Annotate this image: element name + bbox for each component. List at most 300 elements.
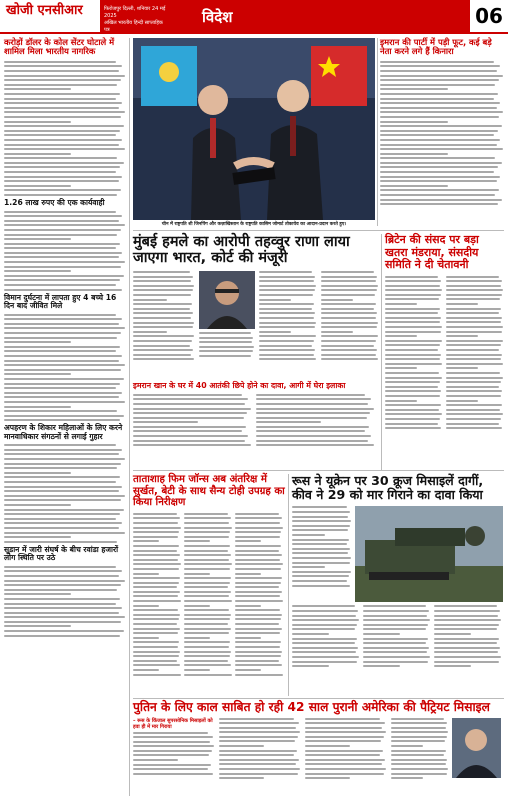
text-line bbox=[235, 664, 282, 666]
text-line bbox=[133, 349, 193, 351]
text-line bbox=[292, 566, 325, 568]
text-line bbox=[292, 516, 348, 518]
text-line bbox=[235, 563, 283, 565]
text-line bbox=[446, 321, 501, 323]
text-line bbox=[199, 346, 254, 348]
russia-col4 bbox=[434, 605, 502, 669]
text-line bbox=[259, 285, 316, 287]
text-line bbox=[235, 641, 281, 643]
text-line bbox=[235, 651, 282, 653]
text-line bbox=[4, 378, 124, 380]
text-line bbox=[292, 575, 349, 577]
text-line bbox=[259, 280, 314, 282]
text-line bbox=[4, 476, 120, 478]
space-col1 bbox=[133, 513, 181, 678]
text-line bbox=[184, 623, 228, 625]
text-line bbox=[292, 543, 347, 545]
imran-party-body bbox=[380, 61, 504, 205]
text-line bbox=[133, 773, 213, 775]
story5-body bbox=[4, 566, 126, 637]
text-line bbox=[133, 628, 180, 630]
text-line bbox=[4, 238, 71, 240]
text-line bbox=[4, 341, 71, 343]
text-line bbox=[184, 573, 210, 575]
russia-col2 bbox=[292, 605, 360, 669]
text-line bbox=[235, 517, 282, 519]
text-line bbox=[4, 635, 120, 637]
patriot-col2 bbox=[219, 718, 301, 782]
text-line bbox=[133, 741, 210, 743]
text-line bbox=[133, 660, 177, 662]
text-line bbox=[4, 121, 71, 123]
text-line bbox=[385, 321, 440, 323]
text-line bbox=[385, 363, 442, 365]
text-line bbox=[4, 323, 119, 325]
text-line bbox=[385, 409, 439, 411]
text-line bbox=[321, 303, 376, 305]
text-line bbox=[380, 180, 497, 182]
text-line bbox=[446, 285, 501, 287]
leaders-photo-illustration bbox=[133, 38, 375, 220]
text-line bbox=[380, 93, 498, 95]
text-line bbox=[133, 651, 180, 653]
text-line bbox=[380, 203, 498, 205]
text-line bbox=[380, 65, 500, 67]
date-line: फिरोजपुर दिल्ली, शनिवार 24 मई 2025 bbox=[104, 6, 166, 19]
text-line bbox=[292, 610, 358, 612]
text-line bbox=[259, 322, 316, 324]
text-line bbox=[292, 651, 356, 653]
right-top-story bbox=[380, 38, 504, 226]
text-line bbox=[259, 308, 312, 310]
text-line bbox=[256, 430, 365, 432]
text-line bbox=[385, 418, 440, 420]
text-line bbox=[235, 540, 261, 542]
story3-body bbox=[4, 314, 126, 422]
text-line bbox=[184, 531, 230, 533]
text-line bbox=[184, 618, 230, 620]
text-line bbox=[4, 490, 119, 492]
text-line bbox=[292, 548, 350, 550]
uk-col1 bbox=[385, 276, 443, 432]
text-line bbox=[305, 768, 386, 770]
text-line bbox=[184, 591, 231, 593]
text-line bbox=[133, 554, 180, 556]
column-divider bbox=[381, 234, 382, 470]
left-column bbox=[4, 38, 126, 796]
main-story-col2b bbox=[199, 332, 255, 357]
text-line bbox=[321, 340, 376, 342]
uk-col2 bbox=[446, 276, 504, 432]
text-line bbox=[4, 252, 122, 254]
text-line bbox=[133, 623, 177, 625]
text-line bbox=[235, 527, 283, 529]
text-line bbox=[391, 731, 448, 733]
text-line bbox=[4, 266, 121, 268]
text-line bbox=[292, 656, 359, 658]
text-line bbox=[446, 349, 499, 351]
text-line bbox=[133, 605, 159, 607]
text-line bbox=[133, 322, 194, 324]
text-line bbox=[184, 559, 229, 561]
text-line bbox=[184, 540, 210, 542]
text-line bbox=[184, 655, 230, 657]
text-line bbox=[4, 527, 119, 529]
text-line bbox=[391, 722, 447, 724]
russia-headline: रूस ने यूक्रेन पर 30 क्रूज मिसाइलें दागीं, कीव ने 29 को मार गिराने का दावा किया bbox=[292, 473, 484, 503]
text-line bbox=[235, 632, 280, 634]
text-line bbox=[446, 395, 501, 397]
text-line bbox=[4, 318, 122, 320]
story1-body bbox=[4, 61, 126, 196]
text-line bbox=[385, 349, 438, 351]
text-line bbox=[321, 326, 377, 328]
text-line bbox=[235, 531, 281, 533]
text-line bbox=[256, 426, 369, 428]
text-line bbox=[292, 619, 359, 621]
uk-story bbox=[385, 234, 504, 470]
accused-photo-illustration bbox=[199, 271, 255, 329]
text-line bbox=[133, 398, 248, 400]
text-line bbox=[292, 562, 350, 564]
text-line bbox=[219, 777, 264, 779]
text-line bbox=[321, 312, 377, 314]
story4-body bbox=[4, 444, 126, 542]
text-line bbox=[133, 609, 178, 611]
text-line bbox=[4, 570, 122, 572]
text-line bbox=[4, 224, 125, 226]
text-line bbox=[133, 550, 177, 552]
text-line bbox=[235, 674, 283, 676]
text-line bbox=[4, 518, 116, 520]
text-line bbox=[4, 243, 120, 245]
text-line bbox=[380, 116, 499, 118]
text-line bbox=[385, 285, 440, 287]
text-line bbox=[4, 144, 119, 146]
text-line bbox=[235, 605, 261, 607]
text-line bbox=[235, 655, 281, 657]
text-line bbox=[292, 665, 329, 667]
text-line bbox=[133, 444, 251, 446]
text-line bbox=[385, 404, 441, 406]
text-line bbox=[321, 345, 374, 347]
text-line bbox=[4, 247, 116, 249]
text-line bbox=[235, 582, 281, 584]
text-line bbox=[4, 176, 122, 178]
text-line bbox=[446, 294, 502, 296]
story2-headline: 1.26 लाख रुपए की एक कार्यवाही bbox=[4, 198, 105, 208]
text-line bbox=[380, 162, 502, 164]
column-divider bbox=[377, 38, 378, 226]
text-line bbox=[305, 718, 380, 720]
text-line bbox=[133, 674, 181, 676]
text-line bbox=[434, 661, 499, 663]
text-line bbox=[259, 303, 314, 305]
text-line bbox=[363, 642, 426, 644]
text-line bbox=[4, 270, 71, 272]
text-line bbox=[434, 647, 500, 649]
text-line bbox=[133, 394, 242, 396]
text-line bbox=[4, 575, 119, 577]
text-line bbox=[434, 633, 471, 635]
text-line bbox=[235, 536, 280, 538]
text-line bbox=[4, 373, 71, 375]
text-line bbox=[235, 522, 280, 524]
accused-photo bbox=[199, 271, 255, 329]
text-line bbox=[391, 727, 446, 729]
text-line bbox=[133, 559, 178, 561]
text-line bbox=[235, 669, 261, 671]
text-line bbox=[4, 171, 116, 173]
text-line bbox=[184, 527, 232, 529]
text-line bbox=[385, 390, 441, 392]
text-line bbox=[235, 550, 279, 552]
story4-headline: अपहरण के शिकार महिलाओं के लिए करने मानवाधिकार संगठनों से लगाई गुहार bbox=[4, 423, 123, 441]
text-line bbox=[259, 354, 314, 356]
text-line bbox=[133, 354, 191, 356]
text-line bbox=[133, 317, 191, 319]
text-line bbox=[259, 349, 315, 351]
text-line bbox=[4, 229, 121, 231]
text-line bbox=[4, 261, 125, 263]
text-line bbox=[4, 153, 71, 155]
section-rule bbox=[133, 470, 504, 471]
text-line bbox=[235, 545, 281, 547]
text-line bbox=[256, 417, 367, 419]
text-line bbox=[133, 294, 191, 296]
text-line bbox=[256, 435, 371, 437]
text-line bbox=[385, 395, 440, 397]
text-line bbox=[184, 568, 230, 570]
main-story-col3 bbox=[259, 271, 317, 363]
text-line bbox=[235, 637, 261, 639]
text-line bbox=[380, 130, 498, 132]
text-line bbox=[385, 423, 438, 425]
space-headline: ताताशाह फिम जॉन्स अब अंतरिक्ष में सुर्खत, बेटी के साथ सैन्य टोही उपग्रह का किया निरीक्षण bbox=[133, 474, 285, 509]
text-line bbox=[385, 367, 417, 369]
text-line bbox=[292, 647, 358, 649]
text-line bbox=[133, 732, 208, 734]
text-line bbox=[133, 745, 214, 747]
text-line bbox=[434, 619, 501, 621]
text-line bbox=[292, 642, 355, 644]
text-line bbox=[184, 545, 230, 547]
text-line bbox=[305, 740, 381, 742]
text-line bbox=[321, 271, 374, 273]
text-line bbox=[363, 651, 427, 653]
text-line bbox=[380, 157, 495, 159]
text-line bbox=[385, 312, 438, 314]
text-line bbox=[292, 539, 349, 541]
text-line bbox=[380, 176, 500, 178]
text-line bbox=[4, 481, 116, 483]
text-line bbox=[235, 646, 280, 648]
text-line bbox=[321, 289, 377, 291]
text-line bbox=[133, 430, 242, 432]
text-line bbox=[434, 651, 498, 653]
text-line bbox=[4, 355, 122, 357]
text-line bbox=[363, 615, 427, 617]
text-line bbox=[380, 153, 448, 155]
text-line bbox=[133, 435, 248, 437]
text-line bbox=[446, 418, 501, 420]
missile-photo bbox=[355, 506, 503, 602]
text-line bbox=[385, 331, 441, 333]
text-line bbox=[4, 332, 121, 334]
text-line bbox=[133, 531, 179, 533]
story3-headline: विमान दुर्घटना में लापता हुए 4 बच्चे 16 दिन बाद जीवित मिले bbox=[4, 292, 117, 311]
text-line bbox=[434, 656, 501, 658]
space-col2 bbox=[184, 513, 232, 678]
text-line bbox=[321, 285, 378, 287]
text-line bbox=[4, 453, 119, 455]
text-line bbox=[305, 777, 350, 779]
main-story-col1 bbox=[133, 271, 195, 363]
text-line bbox=[434, 628, 497, 630]
text-line bbox=[380, 102, 500, 104]
text-line bbox=[4, 472, 71, 474]
text-line bbox=[292, 525, 350, 527]
text-line bbox=[446, 317, 502, 319]
text-line bbox=[4, 584, 121, 586]
text-line bbox=[380, 125, 502, 127]
text-line bbox=[184, 628, 231, 630]
text-line bbox=[4, 566, 116, 568]
text-line bbox=[4, 107, 119, 109]
text-line bbox=[321, 349, 377, 351]
text-line bbox=[235, 600, 283, 602]
text-line bbox=[391, 768, 448, 770]
text-line bbox=[385, 427, 441, 429]
text-line bbox=[363, 661, 428, 663]
text-line bbox=[184, 554, 231, 556]
text-line bbox=[321, 276, 377, 278]
text-line bbox=[305, 745, 350, 747]
text-line bbox=[184, 651, 231, 653]
text-line bbox=[133, 335, 194, 337]
text-line bbox=[385, 326, 442, 328]
text-line bbox=[199, 332, 251, 334]
text-line bbox=[385, 317, 441, 319]
text-line bbox=[4, 88, 71, 90]
text-line bbox=[4, 162, 124, 164]
text-line bbox=[446, 312, 499, 314]
text-line bbox=[446, 331, 502, 333]
text-line bbox=[292, 520, 351, 522]
text-line bbox=[380, 144, 497, 146]
column-divider bbox=[288, 474, 289, 696]
tagline: अखिल भारतीय हिन्दी साप्ताहिक पत्र bbox=[104, 20, 163, 33]
text-line bbox=[292, 580, 347, 582]
text-line bbox=[292, 615, 356, 617]
text-line bbox=[133, 289, 193, 291]
story1-headline: करोड़ों डॉलर के कोल सेंटर घोटाले में शामिल मिला भारतीय नागरिक bbox=[4, 37, 115, 57]
text-line bbox=[4, 589, 117, 591]
story2-body bbox=[4, 211, 126, 291]
text-line bbox=[385, 413, 442, 415]
text-line bbox=[235, 660, 279, 662]
text-line bbox=[380, 189, 499, 191]
text-line bbox=[133, 280, 191, 282]
text-line bbox=[321, 299, 353, 301]
text-line bbox=[199, 337, 253, 339]
text-line bbox=[235, 513, 279, 515]
text-line bbox=[446, 298, 500, 300]
text-line bbox=[391, 777, 423, 779]
text-line bbox=[133, 276, 193, 278]
text-line bbox=[219, 750, 297, 752]
patriot-col4 bbox=[391, 718, 449, 782]
text-line bbox=[4, 116, 121, 118]
text-line bbox=[259, 317, 314, 319]
text-line bbox=[434, 642, 497, 644]
text-line bbox=[184, 669, 210, 671]
main-story-col4 bbox=[321, 271, 379, 363]
text-line bbox=[133, 340, 192, 342]
text-line bbox=[4, 350, 116, 352]
text-line bbox=[133, 637, 159, 639]
text-line bbox=[380, 199, 502, 201]
text-line bbox=[363, 647, 429, 649]
text-line bbox=[385, 400, 417, 402]
text-line bbox=[363, 624, 428, 626]
text-line bbox=[133, 345, 190, 347]
russia-col3 bbox=[363, 605, 431, 669]
text-line bbox=[4, 189, 121, 191]
space-story bbox=[133, 474, 285, 696]
text-line bbox=[434, 624, 499, 626]
text-line bbox=[184, 577, 231, 579]
text-line bbox=[446, 280, 502, 282]
text-line bbox=[385, 381, 440, 383]
text-line bbox=[259, 345, 312, 347]
text-line bbox=[391, 763, 446, 765]
text-line bbox=[446, 400, 478, 402]
text-line bbox=[380, 88, 448, 90]
text-line bbox=[199, 341, 252, 343]
text-line bbox=[219, 731, 300, 733]
text-line bbox=[184, 674, 232, 676]
text-line bbox=[4, 75, 125, 77]
main-sub-col1 bbox=[133, 394, 252, 449]
text-line bbox=[305, 759, 385, 761]
text-line bbox=[199, 350, 253, 352]
text-line bbox=[219, 745, 264, 747]
text-line bbox=[292, 661, 357, 663]
text-line bbox=[219, 740, 295, 742]
text-line bbox=[256, 440, 368, 442]
text-line bbox=[4, 495, 125, 497]
text-line bbox=[184, 550, 228, 552]
text-line bbox=[391, 754, 444, 756]
text-line bbox=[380, 75, 503, 77]
text-line bbox=[380, 98, 494, 100]
text-line bbox=[133, 408, 251, 410]
text-line bbox=[133, 764, 211, 766]
text-line bbox=[4, 84, 117, 86]
text-line bbox=[235, 591, 282, 593]
text-line bbox=[256, 408, 374, 410]
text-line bbox=[133, 299, 167, 301]
putin-photo bbox=[452, 718, 501, 778]
text-line bbox=[305, 736, 384, 738]
text-line bbox=[446, 423, 499, 425]
text-line bbox=[385, 294, 441, 296]
text-line bbox=[133, 421, 198, 423]
text-line bbox=[446, 303, 478, 305]
section-rule bbox=[133, 230, 504, 231]
text-line bbox=[4, 220, 119, 222]
